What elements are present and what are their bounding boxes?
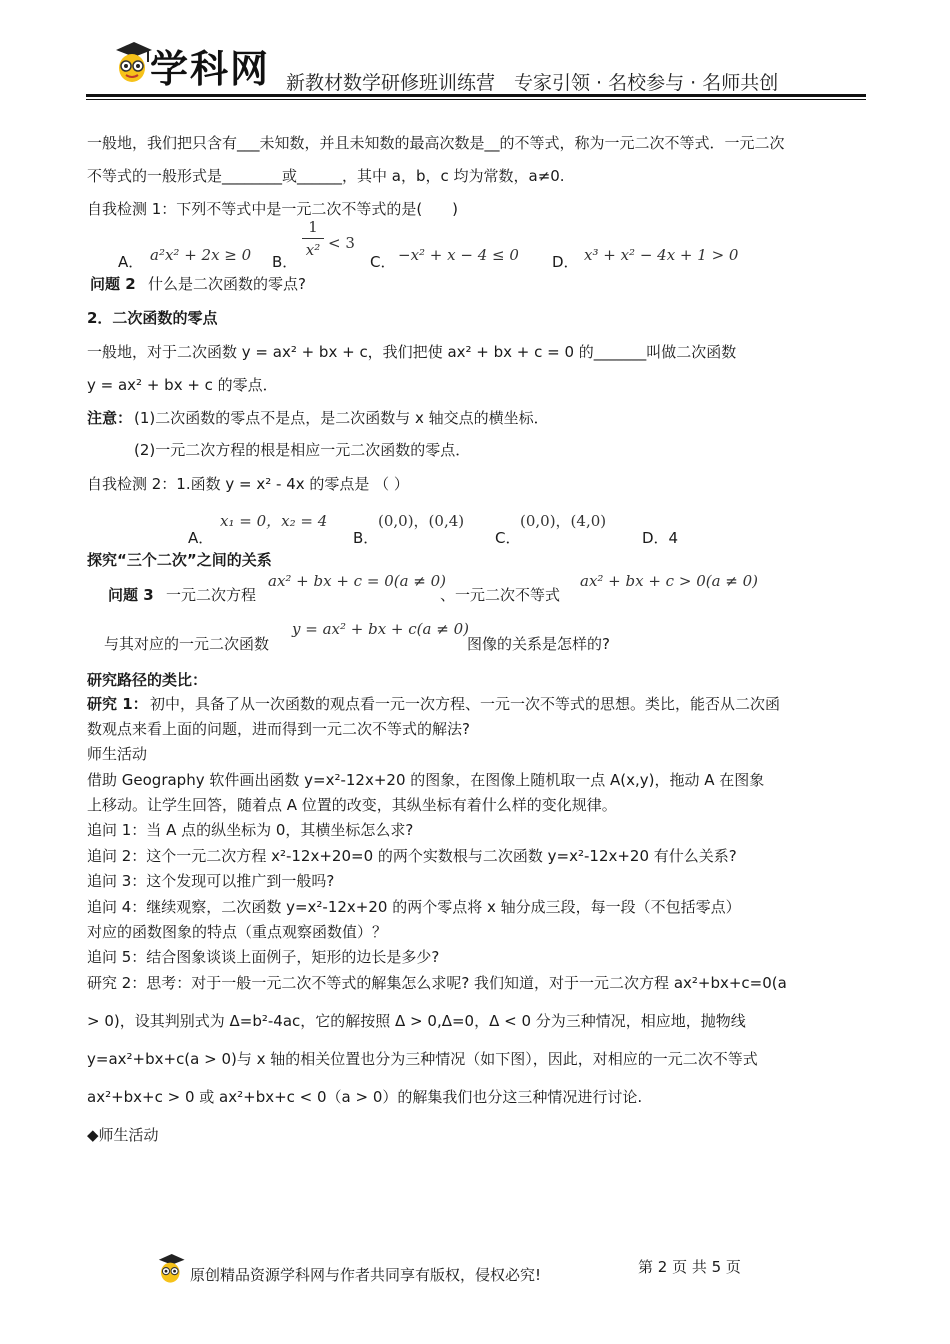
check2-option-a-label: A． — [188, 529, 214, 547]
check2-option-d: D．4 — [642, 529, 679, 547]
check1-option-a-label: A． — [118, 253, 144, 271]
check1-option-b-label: B． — [272, 253, 298, 271]
explore-title: 探究“三个二次”之间的关系 — [87, 551, 272, 569]
footer-copyright: 原创精品资源学科网与作者共同享有版权，侵权必究! — [190, 1266, 542, 1284]
check2-option-a-formula: x₁ = 0，x₂ = 4 — [220, 512, 328, 530]
check1-option-b-fraction — [302, 218, 324, 259]
logo-mascot-icon — [112, 40, 154, 90]
header-rule-thin — [86, 99, 866, 100]
note-2: (2)一元二次方程的根是相应一元二次函数的零点． — [134, 441, 471, 459]
check2-option-b-label: B． — [353, 529, 379, 547]
study-2-line-4: ax²+bx+c > 0 或 ax²+bx+c < 0（a > 0）的解集我们也分这三种情况进行讨论. — [87, 1088, 643, 1106]
study-2-line-3: y=ax²+bx+c(a > 0)与 x 轴的相关位置也分为三种情况（如下图），因此，对相应的一元二次不等式 — [87, 1050, 758, 1068]
question-3-text-2: 、一元二次不等式 — [440, 586, 561, 604]
follow-up-2: 追问 2：这个一元二次方程 x²-12x+20=0 的两个实数根与二次函数 y=x²-12x+20 有什么关系? — [87, 847, 737, 865]
check1-option-b-relation: < 3 — [328, 234, 355, 252]
question-3-text-3: 与其对应的一元二次函数 — [104, 635, 270, 653]
self-check-2: 自我检测 2：1.函数 y = x² - 4x 的零点是 （ ） — [87, 475, 409, 493]
header-rule — [86, 94, 866, 97]
note-1: (1)二次函数的零点不是点，是二次函数与 x 轴交点的横坐标． — [134, 409, 549, 427]
check1-option-c-label: C． — [370, 253, 396, 271]
question-3-function: y = ax² + bx + c(a ≠ 0) — [292, 620, 469, 638]
activity-line-1: 借助 Geography 软件画出函数 y=x²-12x+20 的图象，在图像上随机取一点 A(x,y)，拖动 A 在图象 — [87, 771, 765, 789]
brand-logo-text: 学科网 — [150, 47, 271, 91]
study-2-line-1: 研究 2：思考：对于一般一元二次不等式的解集怎么求呢? 我们知道，对于一元二次方程 ax²+bx+c=0(a — [87, 974, 787, 992]
study-2-line-2: > 0)，设其判别式为 Δ=b²-4ac，它的解按照 Δ > 0,Δ=0，Δ < 0 分为三种情况，相应地，抛物线 — [87, 1012, 746, 1030]
check2-option-b-formula: (0,0)，(0,4) — [378, 512, 465, 530]
check2-option-c-label: C． — [495, 529, 521, 547]
zero-definition-line-2: y = ax² + bx + c 的零点． — [87, 376, 278, 394]
study-1-line-2: 数观点来看上面的问题，进而得到一元二次不等式的解法? — [87, 720, 470, 738]
footer-mascot-icon — [156, 1252, 186, 1290]
check1-option-a-formula: a²x² + 2x ≥ 0 — [150, 246, 252, 264]
fraction-numerator: 1 — [308, 218, 318, 236]
question-3-label: 问题 3 — [108, 586, 154, 604]
fraction-denominator: x² — [305, 241, 321, 259]
study-1-label: 研究 1： — [87, 695, 148, 713]
study-1-line-1: 初中，具备了从一次函数的观点看一元一次方程、一元一次不等式的思想。类比，能否从二次函 — [150, 695, 781, 713]
teacher-student-activity-2: ◆师生活动 — [87, 1126, 159, 1144]
check1-option-c-formula: −x² + x − 4 ≤ 0 — [398, 246, 519, 264]
check2-option-c-formula: (0,0)，(4,0) — [520, 512, 607, 530]
definition-line-1: 一般地，我们把只含有___未知数，并且未知数的最高次数是__的不等式，称为一元二次不等式．一元二次 — [87, 134, 785, 152]
follow-up-1: 追问 1：当 A 点的纵坐标为 0，其横坐标怎么求? — [87, 821, 414, 839]
definition-line-2: 不等式的一般形式是________或______，其中 a，b，c 均为常数，a≠0. — [87, 167, 565, 185]
follow-up-3: 追问 3：这个发现可以推广到一般吗? — [87, 872, 335, 890]
question-2-text: 什么是二次函数的零点? — [148, 275, 306, 293]
question-3-text-4: 图像的关系是怎样的? — [467, 635, 610, 653]
follow-up-5: 追问 5：结合图象谈谈上面例子，矩形的边长是多少? — [87, 948, 440, 966]
analogy-title: 研究路径的类比： — [87, 671, 208, 689]
follow-up-4-line-2: 对应的函数图象的特点（重点观察函数值）？ — [87, 923, 388, 941]
check1-option-d-formula: x³ + x² − 4x + 1 > 0 — [584, 246, 739, 264]
follow-up-4-line-1: 追问 4：继续观察，二次函数 y=x²-12x+20 的两个零点将 x 轴分成三段，每一段（不包括零点） — [87, 898, 741, 916]
teacher-student-activity: 师生活动 — [87, 745, 148, 763]
zero-definition-line-1: 一般地，对于二次函数 y = ax² + bx + c，我们把使 ax² + bx + c = 0 的_______叫做二次函数 — [87, 343, 737, 361]
header-slogan: 新教材数学研修班训练营 专家引领 · 名校参与 · 名师共创 — [286, 72, 779, 94]
question-3-equation: ax² + bx + c = 0(a ≠ 0) — [268, 572, 447, 590]
question-2-label: 问题 2 — [90, 275, 136, 293]
activity-line-2: 上移动。让学生回答，随着点 A 位置的改变，其纵坐标有着什么样的变化规律。 — [87, 796, 617, 814]
self-check-1: 自我检测 1：下列不等式中是一元二次不等式的是( ) — [87, 200, 459, 218]
fraction-bar — [302, 238, 324, 239]
note-label: 注意： — [87, 409, 133, 427]
footer-page-number: 第 2 页 共 5 页 — [638, 1258, 741, 1276]
check1-option-d-label: D． — [552, 253, 579, 271]
question-3-inequality: ax² + bx + c > 0(a ≠ 0) — [580, 572, 759, 590]
question-3-text-1: 一元二次方程 — [166, 586, 257, 604]
section-2-title: 2．二次函数的零点 — [87, 309, 218, 327]
